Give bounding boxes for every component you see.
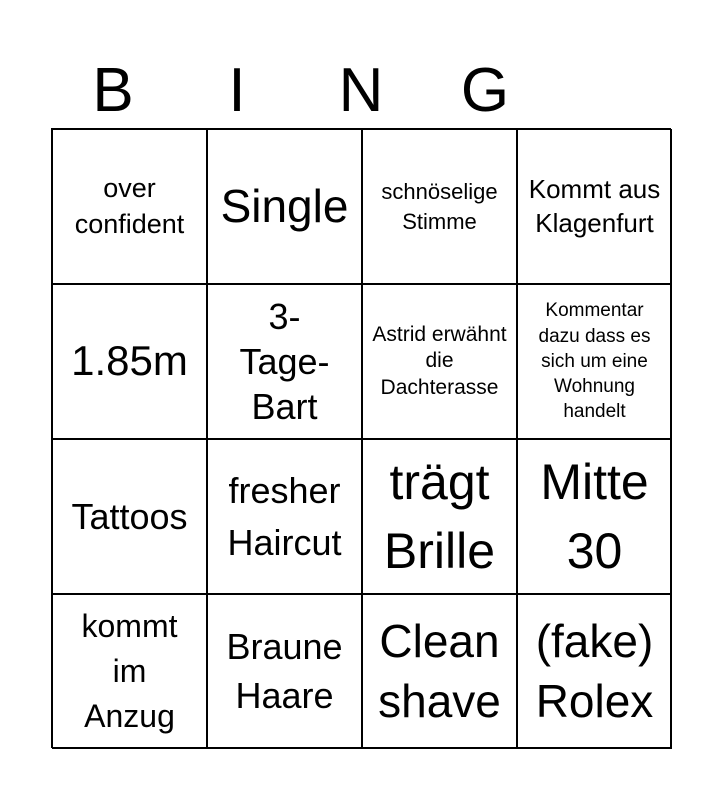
- bingo-cell[interactable]: [362, 129, 517, 284]
- cell-text: Kommentar dazu dass es sich um eine Wohnung handelt: [538, 300, 651, 423]
- cell-text: fresher Haircut: [227, 470, 342, 563]
- cell-text: trägt Brille: [383, 454, 496, 579]
- cell-text: schnöselige Stimme: [381, 178, 498, 234]
- bingo-cell[interactable]: [52, 129, 207, 284]
- cell-text: 1.85m: [71, 337, 188, 385]
- cell-text: Single: [220, 180, 349, 233]
- bingo-board: [51, 128, 671, 748]
- cell-text: Tattoos: [71, 496, 188, 537]
- bingo-cell[interactable]: [517, 129, 672, 284]
- bingo-cell[interactable]: [362, 439, 517, 594]
- cell-text: over confident: [74, 173, 185, 239]
- cell-text: 3-Tage-Bart: [239, 296, 330, 427]
- header-letter-b: B: [92, 56, 134, 125]
- cell-text: kommt im Anzug: [81, 608, 178, 734]
- bingo-cell[interactable]: [517, 594, 672, 749]
- bingo-cell[interactable]: [207, 284, 362, 439]
- cell-text: (fake) Rolex: [535, 614, 654, 727]
- cell-text: Astrid erwähnt die Dachterasse: [372, 323, 507, 399]
- bingo-cell[interactable]: [52, 284, 207, 439]
- bingo-cell[interactable]: [52, 594, 207, 749]
- bingo-cell[interactable]: [517, 284, 672, 439]
- cell-text: Kommt aus Klagenfurt: [528, 173, 661, 238]
- bingo-header: [51, 55, 671, 127]
- header-letter-i: I: [228, 56, 246, 125]
- cell-text: Clean shave: [378, 614, 501, 727]
- cell-text: Braune Haare: [226, 625, 343, 716]
- bingo-cell[interactable]: [207, 594, 362, 749]
- header-letter-n: N: [338, 56, 384, 125]
- bingo-cell[interactable]: [207, 129, 362, 284]
- bingo-cell[interactable]: [362, 594, 517, 749]
- cell-text: Mitte 30: [540, 454, 649, 579]
- header-letter-g: G: [460, 56, 510, 125]
- bingo-cell[interactable]: [517, 439, 672, 594]
- bingo-cell[interactable]: [362, 284, 517, 439]
- bingo-cell[interactable]: [52, 439, 207, 594]
- bingo-cell[interactable]: [207, 439, 362, 594]
